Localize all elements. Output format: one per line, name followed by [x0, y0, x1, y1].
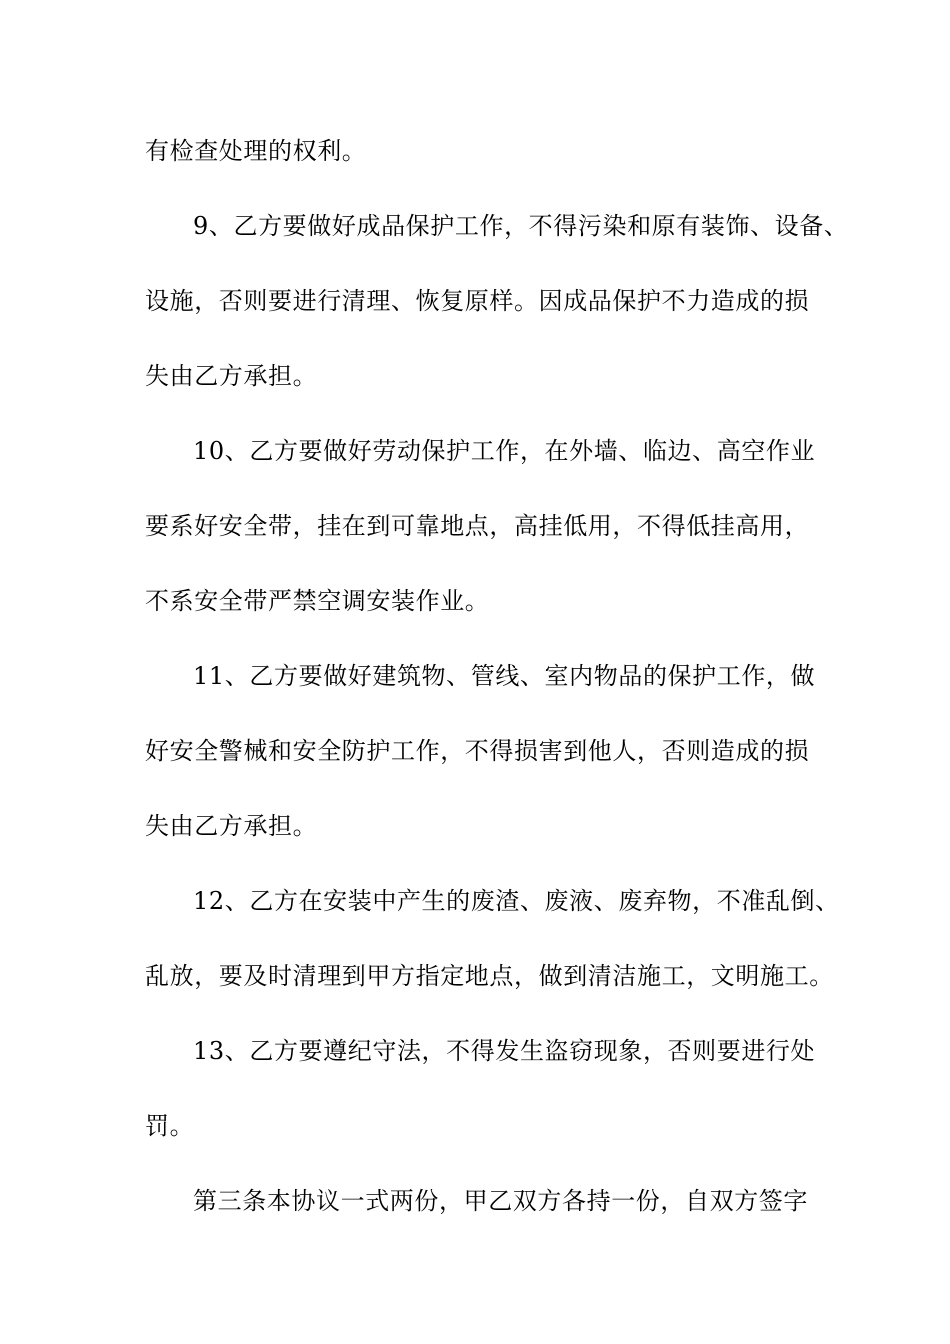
- text-line: 要系好安全带，挂在到可靠地点，高挂低用，不得低挂高用，: [145, 512, 810, 540]
- text-line: 10、乙方要做好劳动保护工作，在外墙、临边、高空作业: [193, 437, 816, 465]
- text-line: 13、乙方要遵纪守法，不得发生盗窃现象，否则要进行处: [193, 1037, 816, 1065]
- text-line: 9、乙方要做好成品保护工作，不得污染和原有装饰、设备、: [193, 212, 849, 240]
- text-line: 设施，否则要进行清理、恢复原样。因成品保护不力造成的损: [145, 287, 810, 315]
- text-line: 失由乙方承担。: [145, 812, 318, 840]
- text-line: 不系安全带严禁空调安装作业。: [145, 587, 490, 615]
- text-line: 失由乙方承担。: [145, 362, 318, 390]
- text-line: 12、乙方在安装中产生的废渣、废液、废弃物，不准乱倒、: [193, 887, 840, 915]
- text-line: 11、乙方要做好建筑物、管线、室内物品的保护工作，做: [193, 662, 816, 690]
- text-line: 第三条本协议一式两份，甲乙双方各持一份，自双方签字: [193, 1187, 808, 1215]
- text-line: 有检查处理的权利。: [145, 137, 367, 165]
- text-line: 乱放，要及时清理到甲方指定地点，做到清洁施工，文明施工。: [145, 962, 834, 990]
- text-line: 好安全警械和安全防护工作，不得损害到他人，否则造成的损: [145, 737, 810, 765]
- text-line: 罚。: [145, 1112, 195, 1140]
